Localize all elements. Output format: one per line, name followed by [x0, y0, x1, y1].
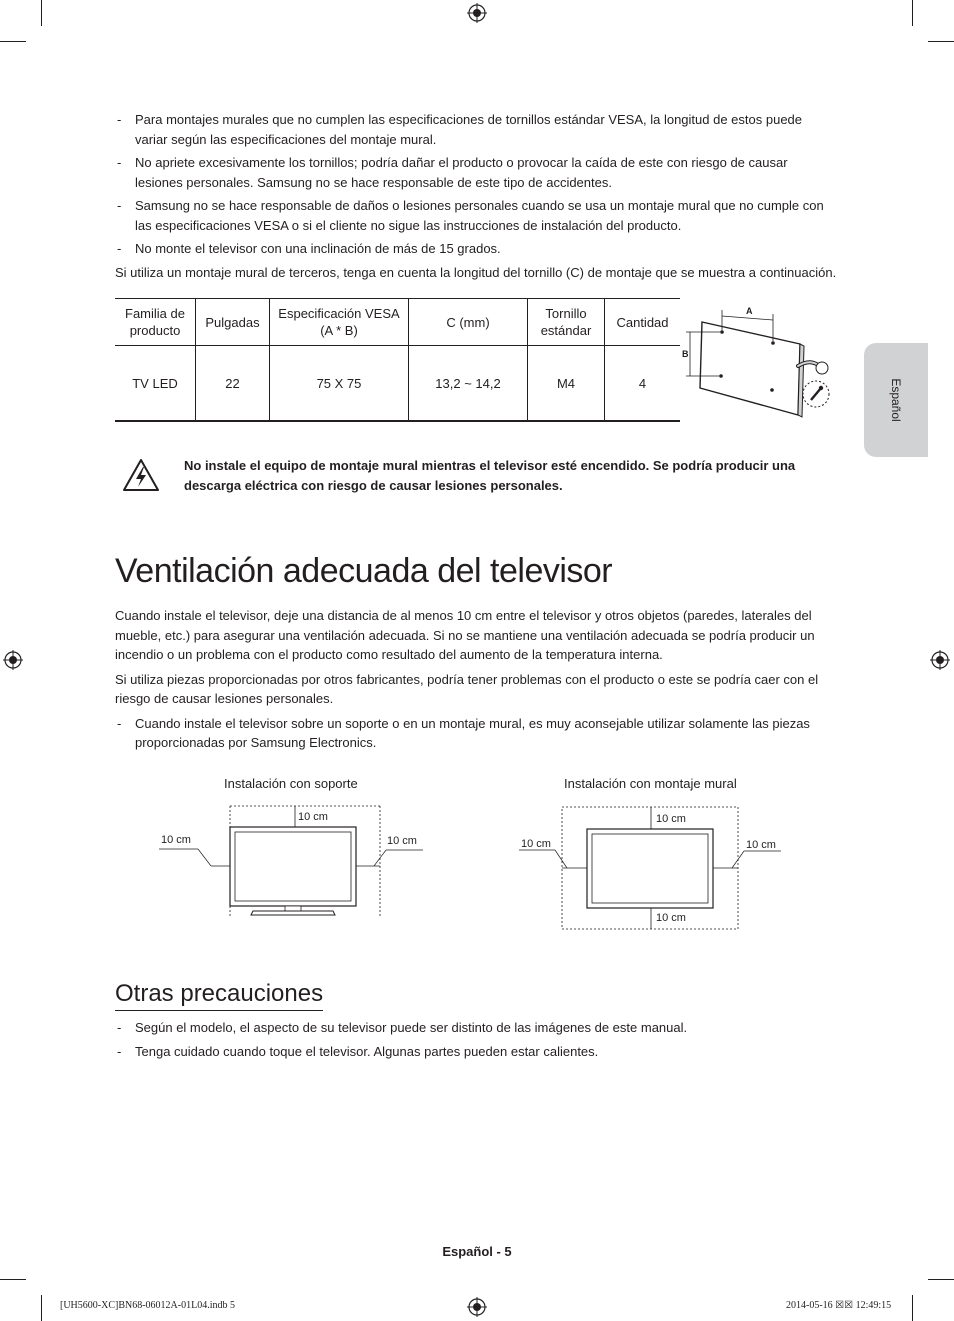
registration-mark-icon: [930, 650, 950, 670]
clearance-bottom-label: 10 cm: [656, 912, 686, 924]
list-item: - Tenga cuidado cuando toque el televisor. Algunas partes pueden estar calientes.: [117, 1043, 599, 1059]
list-item: - No monte el televisor con una inclinación de más de 15 grados.: [117, 241, 501, 256]
ventilation-body: [115, 606, 837, 757]
header-cell: Cantidad: [605, 299, 681, 346]
clearance-top-label: 10 cm: [298, 811, 328, 823]
clearance-left-label: 10 cm: [161, 834, 191, 846]
warning-text: No instale el equipo de montaje mural mientras el televisor esté encendido. Se podría producir una descarga eléctrica con riesgo de causar lesiones personales.: [184, 458, 796, 493]
clearance-right-label: 10 cm: [387, 835, 417, 847]
vesa-spec-table: [115, 299, 680, 420]
list-item: - Samsung no se hace responsable de daños o lesiones personales cuando se usa un montaje mural que no cumple con las especificaciones VESA o si el cliente no sigue las instrucciones de instalación del producto.: [117, 198, 824, 233]
print-file-info: [UH5600-XC]BN68-06012A-01L04.indb 5: [60, 1300, 235, 1311]
table-cell: 13,2 ~ 14,2: [409, 346, 528, 421]
clearance-left-label: 10 cm: [521, 838, 551, 850]
mounting-notes: [115, 110, 837, 282]
wall-install-diagram: [515, 798, 790, 934]
third-party-note: Si utiliza un montaje mural de terceros, tenga en cuenta la longitud del tornillo (C) de montaje que se muestra a continuación.: [115, 264, 837, 280]
dimension-label-b: B: [682, 349, 689, 359]
crop-mark: [912, 1295, 913, 1321]
crop-mark: [928, 41, 954, 42]
list-item: - Para montajes murales que no cumplen las especificaciones de tornillos estándar VESA, la longitud de estos puede variar según las especificaciones del montaje mural.: [117, 112, 803, 147]
header-cell: Familia de producto: [115, 299, 196, 346]
clearance-top-label: 10 cm: [656, 813, 686, 825]
crop-mark: [912, 0, 913, 26]
table-bottom-rule: [115, 420, 680, 422]
section-title: Ventilación adecuada del televisor: [115, 552, 613, 590]
header-cell: C (mm): [409, 299, 528, 346]
table-header-row: [115, 299, 680, 346]
wall-install-caption: Instalación con montaje mural: [564, 776, 737, 791]
table-cell: 75 X 75: [270, 346, 409, 421]
crop-mark: [928, 1279, 954, 1280]
table-cell: 22: [196, 346, 270, 421]
print-timestamp: 2014-05-16 ☒☒ 12:49:15: [786, 1300, 892, 1311]
other-precautions-list: [115, 1018, 837, 1065]
crop-mark: [0, 1279, 26, 1280]
header-cell: Tornillo estándar: [528, 299, 605, 346]
table-cell: 4: [605, 346, 681, 421]
clearance-right-label: 10 cm: [746, 839, 776, 851]
language-tab: [864, 343, 928, 457]
table-cell: TV LED: [132, 375, 178, 391]
paragraph: Cuando instale el televisor, deje una distancia de al menos 10 cm entre el televisor y otros objetos (paredes, laterales del mueble, etc.) para asegurar una ventilación adecuada. Si no se mantiene una ventilación adecuada se podría producir un incendio o un problema con el producto como resultado del aumento de la temperatura interna.: [115, 608, 815, 662]
subsection-title: Otras precauciones: [115, 980, 323, 1011]
header-cell: Pulgadas: [196, 299, 270, 346]
page-number: Español - 5: [442, 1244, 512, 1259]
stand-install-diagram: [155, 798, 430, 920]
list-item: - Según el modelo, el aspecto de su televisor puede ser distinto de las imágenes de este manual.: [117, 1020, 688, 1035]
dimension-label-a: A: [746, 306, 753, 316]
table-row: [115, 346, 680, 421]
stand-install-caption: Instalación con soporte: [224, 776, 358, 791]
header-cell: Especificación VESA (A * B): [270, 299, 409, 346]
registration-mark-icon: [3, 650, 23, 670]
crop-mark: [41, 0, 42, 26]
wall-mount-diagram: [680, 300, 850, 420]
list-item: - Cuando instale el televisor sobre un soporte o en un montaje mural, es muy aconsejable utilizar solamente las piezas proporcionadas por Samsung Electronics.: [117, 715, 810, 750]
registration-mark-icon: [467, 1297, 487, 1317]
table-cell: M4: [528, 346, 605, 421]
registration-mark-icon: [467, 3, 487, 23]
list-item: - No apriete excesivamente los tornillos; podría dañar el producto o provocar la caída de este con riesgo de causar lesiones personales. Samsung no se hace responsable de este tipo de accidentes.: [117, 155, 788, 190]
paragraph: Si utiliza piezas proporcionadas por otros fabricantes, podría tener problemas con el producto o este se podría caer con el riesgo de causar lesiones personales.: [115, 671, 819, 706]
electric-shock-warning-icon: [122, 458, 160, 492]
language-tab-label: Español: [889, 378, 903, 422]
crop-mark: [41, 1295, 42, 1321]
crop-mark: [0, 41, 26, 42]
